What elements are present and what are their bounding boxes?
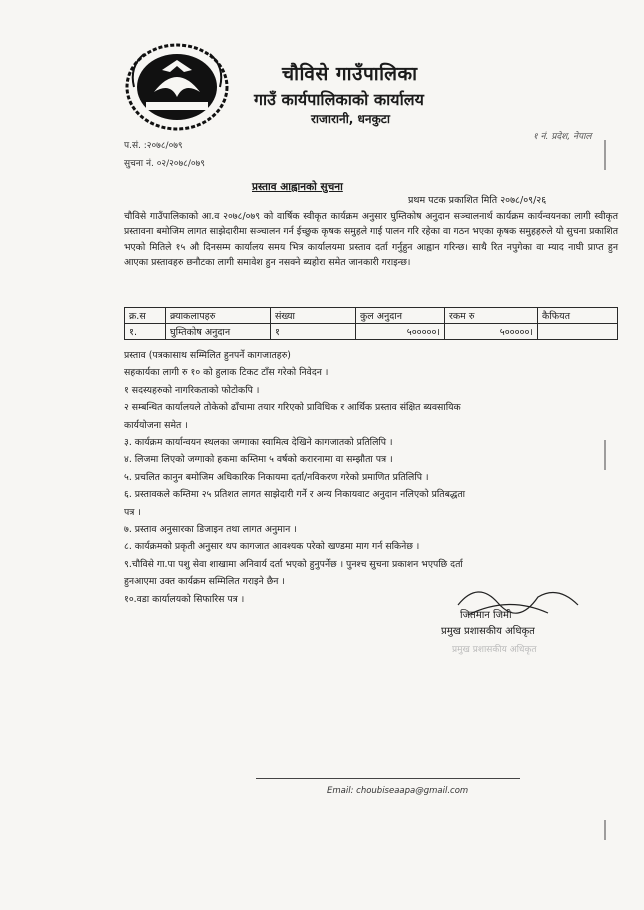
list-item: कार्ययोजना समेत । [124,419,188,431]
table-header-row [125,308,618,324]
office-address: राजारानी, धनकुटा [311,112,390,126]
list-item: ५. प्रचलित कानुन बमोजिम अधिकारिक निकायमा दर्ता/नविकरण गरेको प्रमाणित प्रतिलिपि । [124,471,429,483]
list-item: ३. कार्यक्रम कार्यान्वयन स्थलका जग्गाका स्वामित्व देखिने कागजातको प्रतिलिपि । [124,437,393,449]
footer-email: Email: choubiseaapa@gmail.com [327,786,469,796]
signatory-name: जितमान जिमी [460,610,512,621]
list-item: प्रस्ताव (पत्रकासाथ सम्मिलित हुनपर्ने कागजातहरु) [124,350,291,361]
reference-number: सुचना नं. ०२/२०७८/०७९ [124,159,205,169]
list-item: १ सदस्यहरुको नागरिकताको फोटोकपि । [124,384,260,396]
list-item: ७. प्रस्ताव अनुसारका डिजाइन तथा लागत अनुमान । [124,524,297,536]
list-item: सहकार्यका लागी रु १० को हुलाक टिकट टाँस गरेको निवेदन । [124,367,329,379]
list-item: ४. लिजमा लिएको जग्गाको हकमा कम्तिमा ५ वर्षको करारनामा वा सम्झौता पत्र । [124,454,393,466]
list-item: पत्र । [124,506,141,518]
publish-date: प्रथम पटक प्रकाशित मिति २०७८/०९/२६ [408,195,547,206]
table-header-cell: रकम रु [445,308,538,324]
table-cell: घुम्तिकोष अनुदान [166,324,271,340]
signatory-title: प्रमुख प्रशासकीय अधिकृत [441,626,535,637]
table-cell: ५०००००। [356,324,445,340]
notice-body: चौविसे गाउँपालिकाको आ.व २०७८/०७९ को वार्षिक स्वीकृत कार्यक्रम अनुसार घुम्तिकोष अनुदान सञ्चालनार्थ कार्यक्रम कार्यन्वयनका लागी स्वीकृत प्रस्तावना बमोजिम लागत साझेदारीमा सञ्चालन गर्न ईच्छुक कृषक समुहले गाई पालन गरि रहेका वा गठन भएका कृषक समुहहरुले यो सुचना प्रकाशित भएको मितिले १५ औ दिनसम्म कार्यालय समय भित्र कार्यालयमा प्रस्ताव दर्ता गर्नुहुन आह्वान गरिन्छ। साथै रित नपुगेका वा म्याद नाघी प्राप्त हुन आएका प्रस्तावहरु छनौटका लागी समावेश हुन नसक्ने ब्यहोरा समेत जानकारी गराइन्छ। [124,211,618,268]
notice-subject: प्रस्ताव आह्वानको सुचना [252,181,343,193]
list-item: ६. प्रस्तावकले कम्तिमा २५ प्रतिशत लागत साझेदारी गर्ने र अन्य निकायवाट अनुदान नलिएको प्रतिबद्धता [124,489,466,501]
list-item: २ सम्बन्धित कार्यालयले तोकेको ढाँचामा तयार गरिएको प्राविधिक र आर्थिक प्रस्ताव संक्षित ब्यवसायिक [124,402,461,414]
office-name-heading: गाउँ कार्यपालिकाको कार्यालय [254,90,424,109]
signature-stamp: प्रमुख प्रशासकीय अधिकृत [452,645,537,655]
list-item: १०.वडा कार्यालयको सिफारिस पत्र । [124,593,245,605]
table-header-cell: क्र्याकलापहरु [166,308,271,324]
table-header-cell: क्र.स [125,308,166,324]
table-header-cell: कुल अनुदान [356,308,445,324]
list-item: ९.चौविसे गा.पा पशु सेवा शाखामा अनिवार्य दर्ता भएको हुनुपर्नेछ । पुनश्च सुचना प्रकाशन भएपछि दर्ता [124,558,463,570]
province-stamp: १ नं. प्रदेश, नेपाल [533,132,592,142]
table-cell: १ [271,324,356,340]
table-cell: ५०००००। [445,324,538,340]
activity-table [124,307,618,340]
footer-divider [256,778,520,779]
scan-edge-marks [604,140,607,840]
list-item: ८. कार्यक्रमको प्रकृती अनुसार थप कागजात आवश्यक परेको खण्डमा माग गर्न सकिनेछ । [124,541,420,553]
table-header-cell: संख्या [271,308,356,324]
table-cell: १. [125,324,166,340]
list-item: हुनआएमा उक्त कार्यक्रम सम्मिलित गराइने छैन । [124,576,285,588]
requirements-list [124,347,624,608]
org-name-heading: चौविसे गाउँपालिका [282,63,418,85]
letter-number: प.सं. :२०७८/०७९ [124,141,183,151]
nepal-emblem-logo [124,42,230,132]
table-row [125,324,618,340]
table-header-cell: कैफियत [538,308,618,324]
